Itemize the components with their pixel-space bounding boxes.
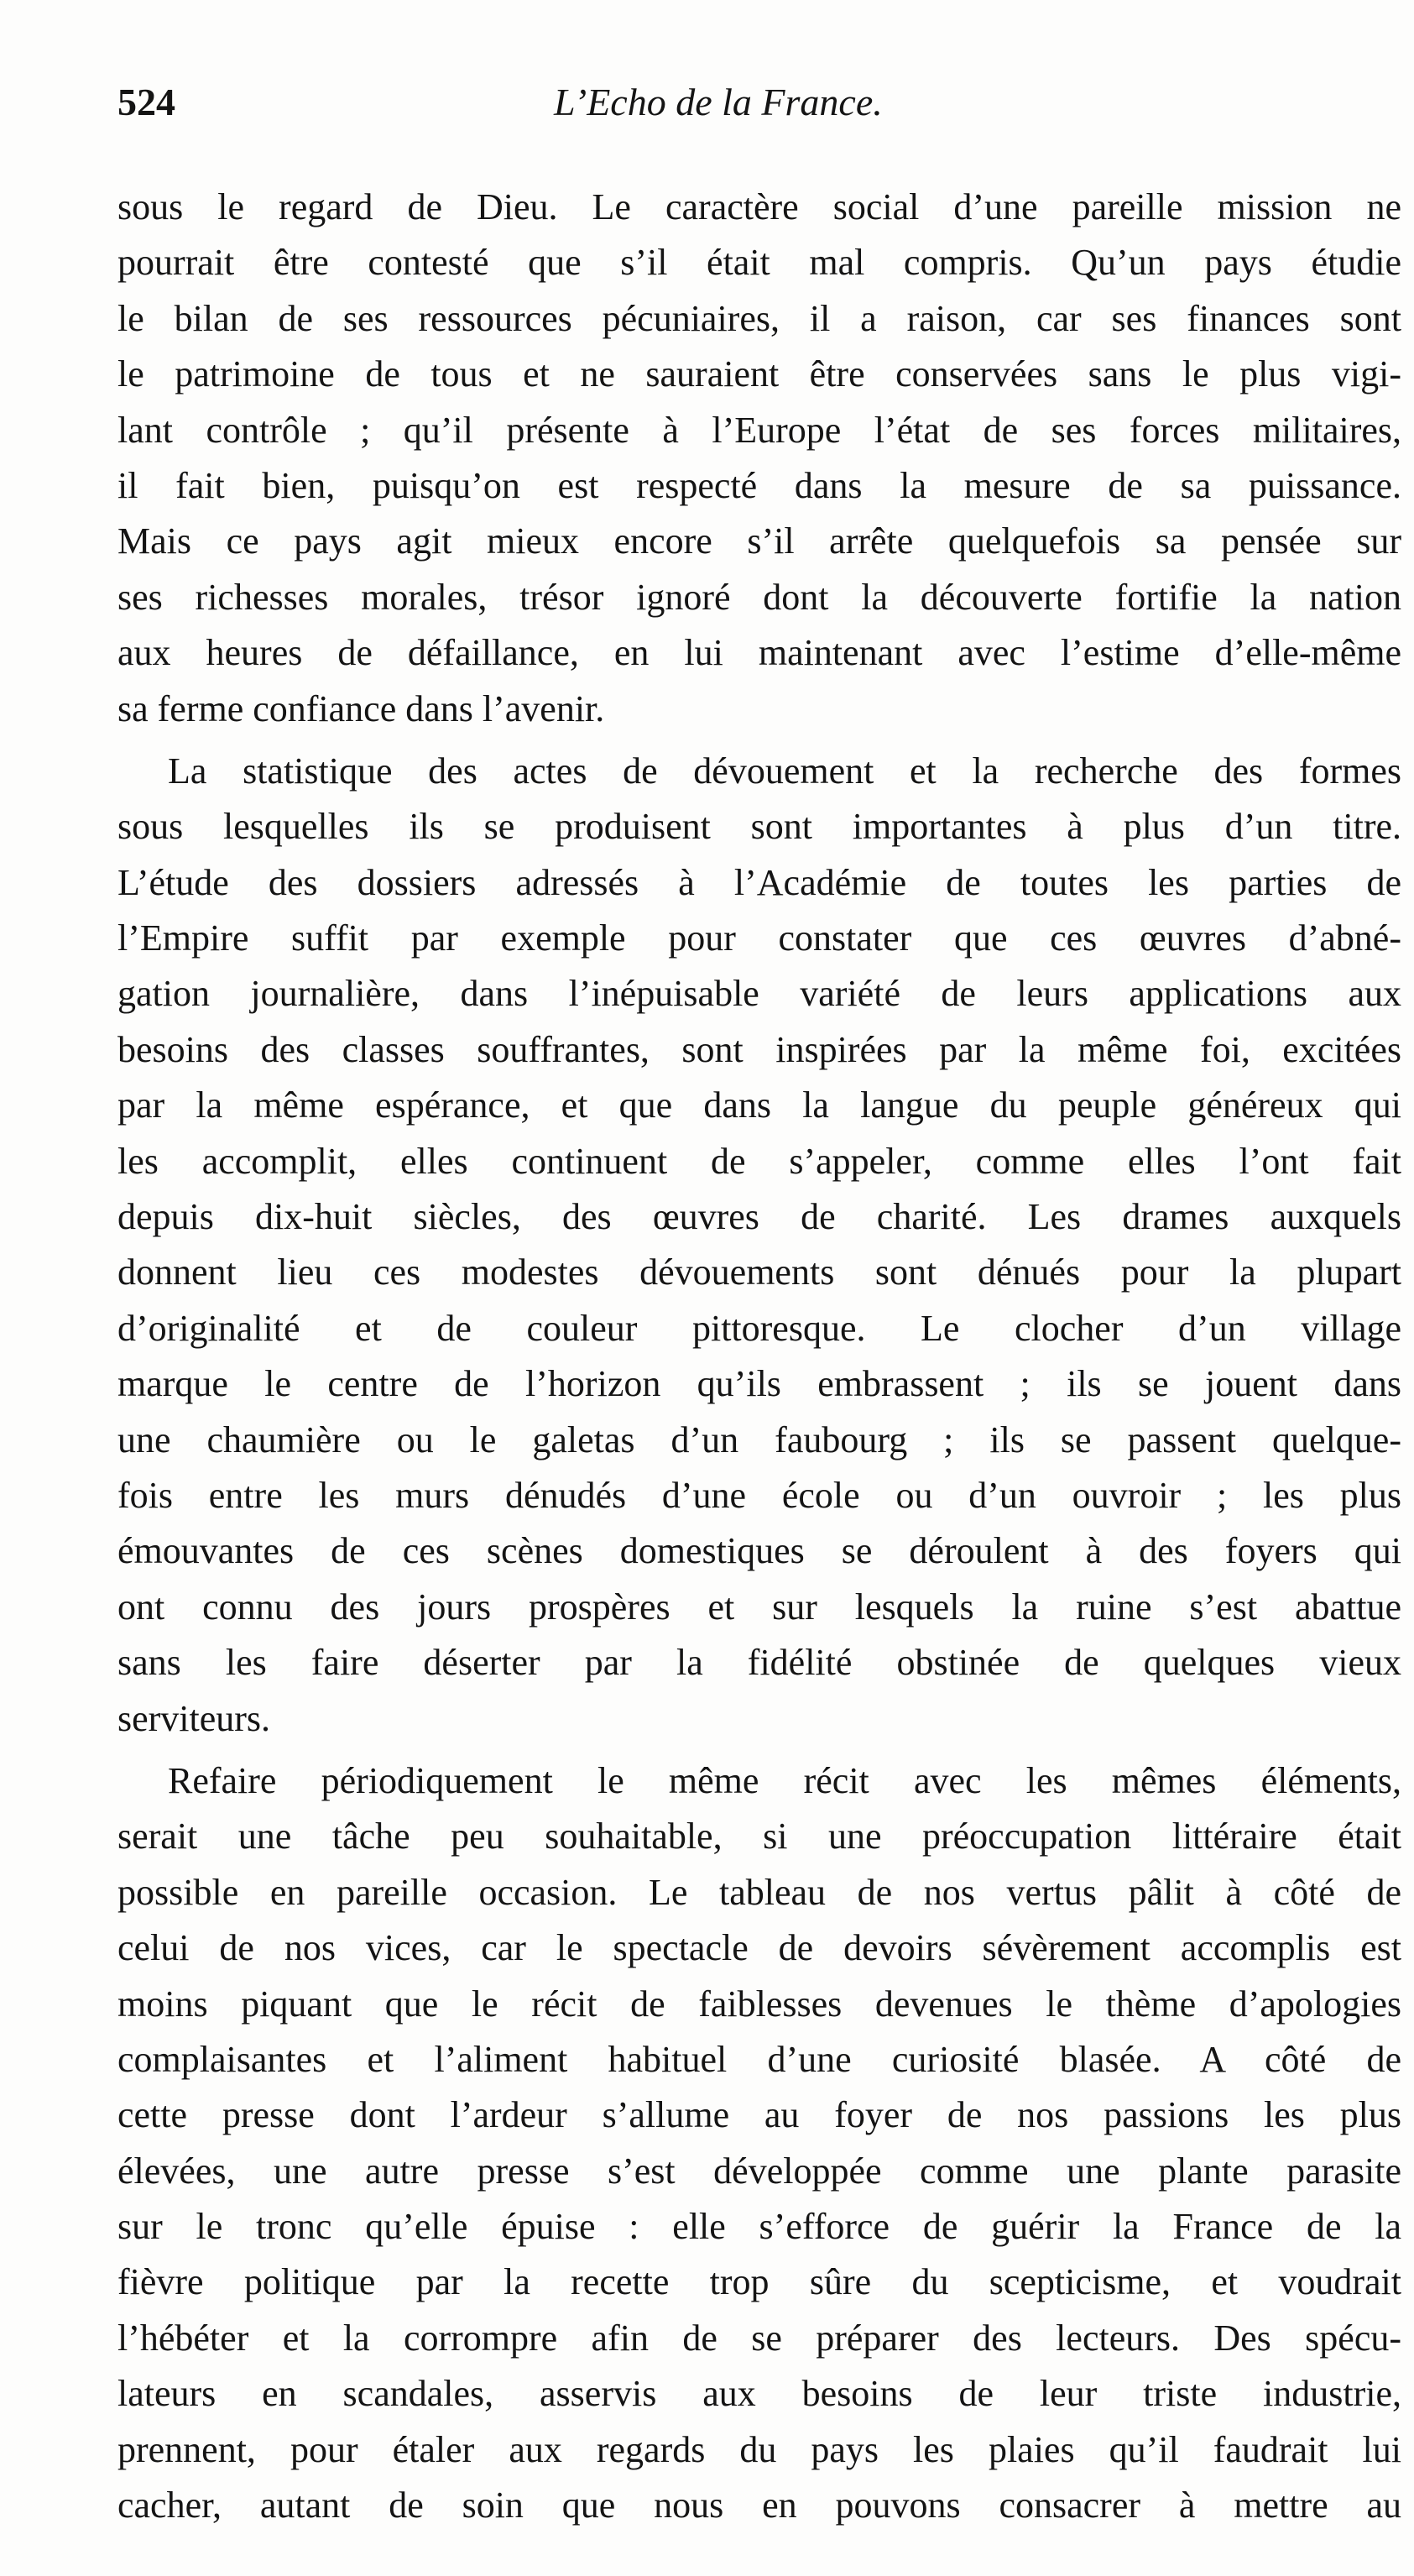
text-line: sous lesquelles ils se produisent sont importantes à plus d’un titre. [117,806,1401,848]
paragraph-3 [117,1753,1401,2533]
text-line: prennent, pour étaler aux regards du pays les plaies qu’il faudrait lui [117,2428,1401,2470]
text-line: depuis dix-huit siècles, des œuvres de charité. Les drames auxquels [117,1196,1401,1238]
text-line: moins piquant que le récit de faiblesses devenues le thème d’apologies [117,1983,1401,2025]
text-line: L’étude des dossiers adressés à l’Académie de toutes les parties de [117,861,1401,903]
text-line: pourrait être contesté que s’il était mal compris. Qu’un pays étudie [117,242,1401,284]
text-line: Mais ce pays agit mieux encore s’il arrête quelquefois sa pensée sur [117,520,1401,562]
text-line: une chaumière ou le galetas d’un faubourg ; ils se passent quelque- [117,1419,1401,1460]
text-line: fois entre les murs dénudés d’une école ou d’un ouvroir ; les plus [117,1474,1401,1516]
text-line: l’Empire suffit par exemple pour constater que ces œuvres d’abné- [117,917,1401,959]
text-line: le bilan de ses ressources pécuniaires, il a raison, car ses finances sont [117,297,1401,339]
text-line: La statistique des actes de dévouement et la recherche des formes [168,750,1401,792]
text-line: donnent lieu ces modestes dévouements sont dénués pour la plupart [117,1251,1401,1293]
text-line: Refaire périodiquement le même récit avec les mêmes éléments, [168,1759,1401,1801]
text-line: ont connu des jours prospères et sur lesquels la ruine s’est abattue [117,1586,1401,1628]
text-line: sur le tronc qu’elle épuise : elle s’efforce de guérir la France de la [117,2206,1401,2248]
text-line: sa ferme confiance dans l’avenir. [117,687,605,729]
text-line: besoins des classes souffrantes, sont inspirées par la même foi, excitées [117,1028,1401,1070]
running-title: L’Echo de la France. [554,81,883,123]
text-line: possible en pareille occasion. Le tableau de nos vertus pâlit à côté de [117,1871,1401,1913]
text-line: le patrimoine de tous et ne sauraient être conservées sans le plus vigi- [117,353,1401,395]
text-line: serait une tâche peu souhaitable, si une préoccupation littéraire était [117,1816,1401,1858]
text-line: fièvre politique par la recette trop sûre du scepticisme, et voudrait [117,2261,1401,2303]
paragraph-1 [117,180,1401,737]
text-line: lant contrôle ; qu’il présente à l’Europe l’état de ses forces militaires, [117,409,1401,451]
text-line: émouvantes de ces scènes domestiques se déroulent à des foyers qui [117,1530,1401,1572]
text-line: lateurs en scandales, asservis aux besoins de leur triste industrie, [117,2373,1401,2415]
text-line: marque le centre de l’horizon qu’ils embrassent ; ils se jouent dans [117,1363,1401,1405]
text-line: sans les faire déserter par la fidélité obstinée de quelques vieux [117,1642,1401,1684]
body-text [117,180,1401,2533]
text-line: sous le regard de Dieu. Le caractère social d’une pareille mission ne [117,186,1401,227]
page-header [117,77,1401,136]
text-line: serviteurs. [117,1697,271,1739]
paragraph-gap [117,1747,1401,1753]
text-line: ses richesses morales, trésor ignoré dont la découverte fortifie la nation [117,576,1401,618]
text-line: gation journalière, dans l’inépuisable variété de leurs applications aux [117,973,1401,1015]
text-line: complaisantes et l’aliment habituel d’une curiosité blasée. A côté de [117,2038,1401,2080]
text-line: cette presse dont l’ardeur s’allume au foyer de nos passions les plus [117,2094,1401,2136]
text-line: cacher, autant de soin que nous en pouvons consacrer à mettre au [117,2485,1401,2526]
text-line: il fait bien, puisqu’on est respecté dans la mesure de sa puissance. [117,464,1401,506]
paragraph-2 [117,744,1401,1747]
text-line: par la même espérance, et que dans la langue du peuple généreux qui [117,1084,1401,1126]
text-line: aux heures de défaillance, en lui maintenant avec l’estime d’elle-même [117,632,1401,674]
page-number: 524 [117,81,175,123]
text-line: d’originalité et de couleur pittoresque. Le clocher d’un village [117,1307,1401,1349]
text-line: l’hébéter et la corrompre afin de se préparer des lecteurs. Des spécu- [117,2317,1401,2359]
paragraph-gap [117,737,1401,744]
text-line: celui de nos vices, car le spectacle de devoirs sévèrement accomplis est [117,1927,1401,1969]
text-line: les accomplit, elles continuent de s’appeler, comme elles l’ont fait [117,1140,1401,1182]
text-line: élevées, une autre presse s’est développée comme une plante parasite [117,2150,1401,2192]
